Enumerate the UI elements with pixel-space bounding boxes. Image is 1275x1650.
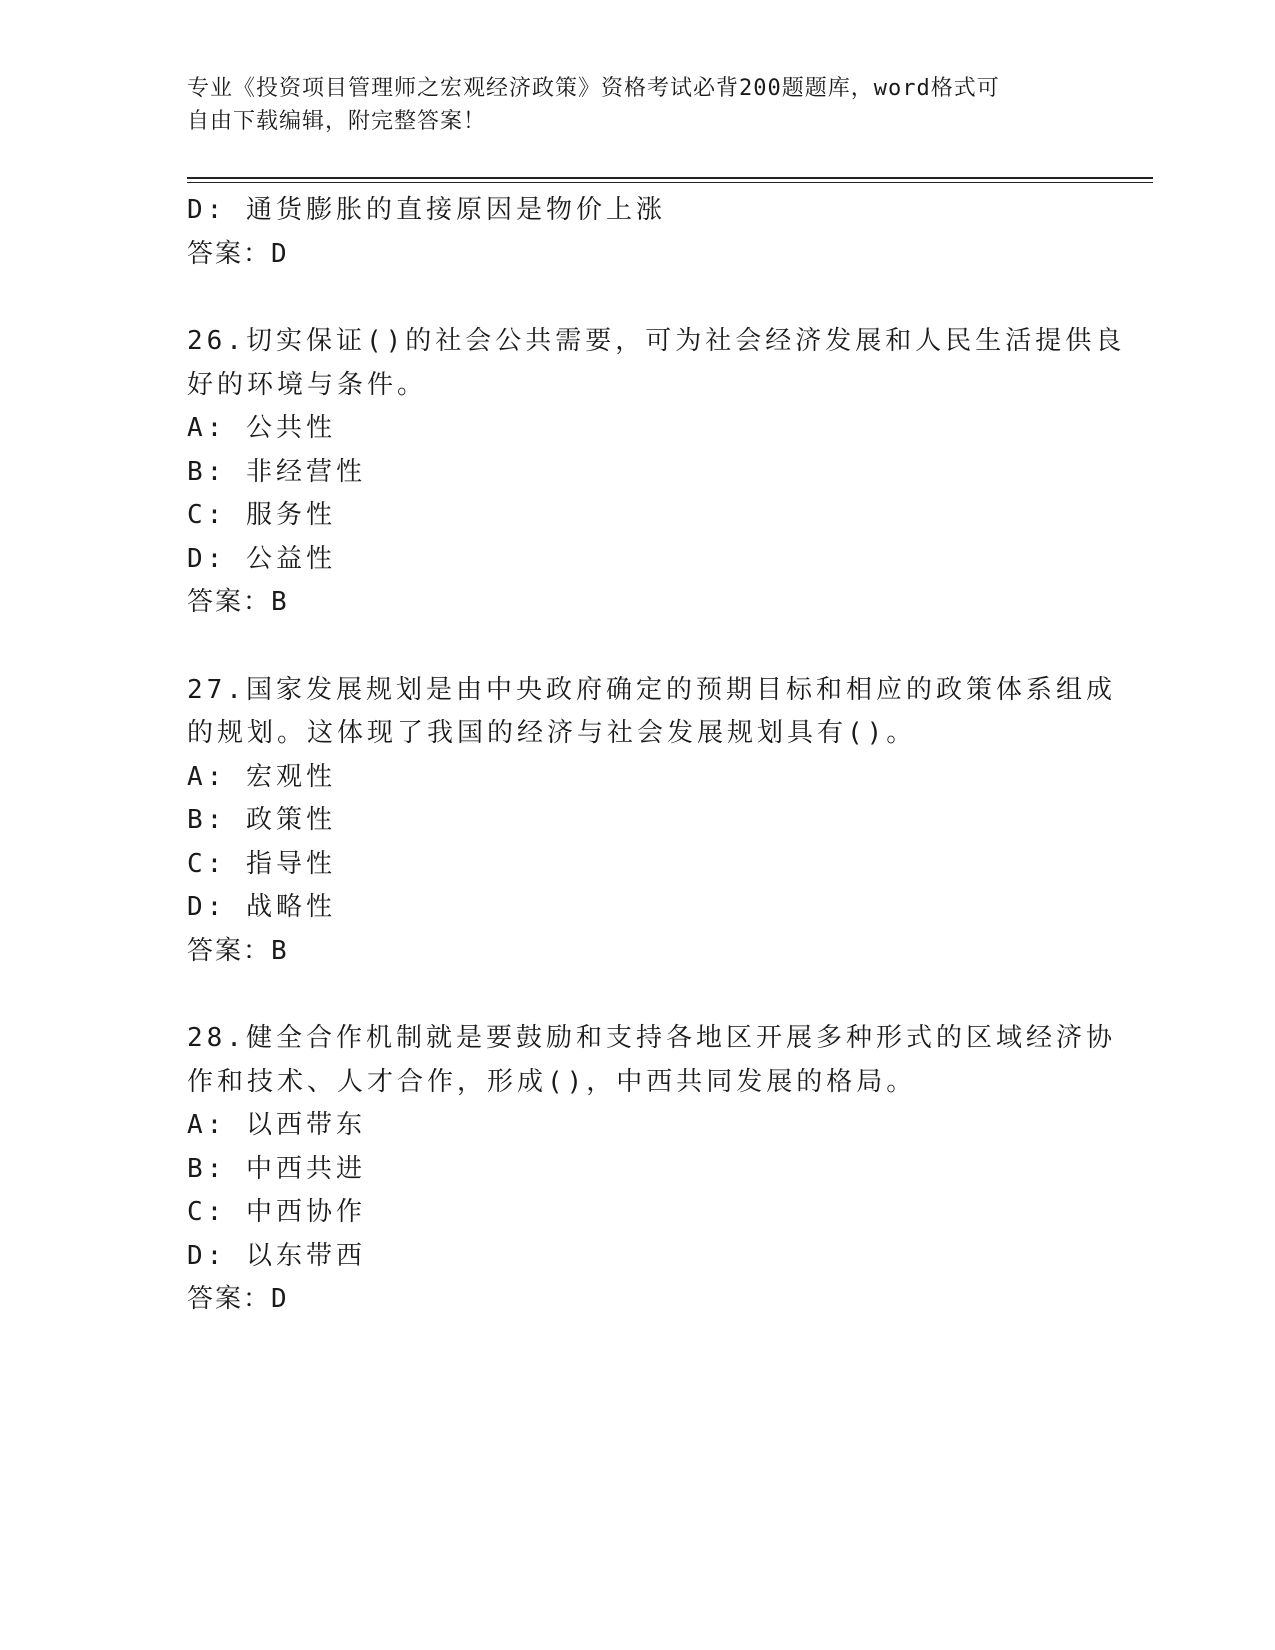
- header-divider-thin: [187, 182, 1153, 183]
- header-divider-thick: [187, 177, 1153, 179]
- q26-stem-line-2: 好的环境与条件。: [187, 370, 428, 400]
- q28-option-d: D: 以东带西: [187, 1241, 366, 1271]
- q26-option-a: A: 公共性: [187, 413, 336, 443]
- q28-option-b: B: 中西共进: [187, 1154, 366, 1184]
- q27-option-b: B: 政策性: [187, 805, 336, 835]
- document-header: [187, 72, 1087, 138]
- q26-option-c: C: 服务性: [187, 500, 336, 530]
- q28-answer: 答案：D: [187, 1284, 289, 1314]
- prev-answer: 答案：D: [187, 239, 289, 269]
- prev-option-d: D: 通货膨胀的直接原因是物价上涨: [187, 195, 666, 225]
- q27-option-c: C: 指导性: [187, 849, 336, 879]
- q27-answer: 答案：B: [187, 936, 289, 966]
- q27-option-a: A: 宏观性: [187, 762, 336, 792]
- q26-stem-line-1: 26.切实保证()的社会公共需要，可为社会经济发展和人民生活提供良: [187, 326, 1126, 356]
- q27-stem-line-2: 的规划。这体现了我国的经济与社会发展规划具有()。: [187, 718, 917, 748]
- q26-option-b: B: 非经营性: [187, 457, 366, 487]
- q28-stem-line-1: 28.健全合作机制就是要鼓励和支持各地区开展多种形式的区域经济协: [187, 1023, 1116, 1053]
- q28-stem-line-2: 作和技术、人才合作，形成()，中西共同发展的格局。: [187, 1067, 917, 1097]
- q28-option-a: A: 以西带东: [187, 1110, 366, 1140]
- header-line-1: 专业《投资项目管理师之宏观经济政策》资格考试必背200题题库，word格式可: [187, 76, 1000, 101]
- q28-option-c: C: 中西协作: [187, 1197, 366, 1227]
- header-line-2: 自由下载编辑，附完整答案！: [187, 109, 487, 134]
- q26-option-d: D: 公益性: [187, 544, 336, 574]
- q27-option-d: D: 战略性: [187, 892, 336, 922]
- q27-stem-line-1: 27.国家发展规划是由中央政府确定的预期目标和相应的政策体系组成: [187, 675, 1116, 705]
- q26-answer: 答案：B: [187, 587, 289, 617]
